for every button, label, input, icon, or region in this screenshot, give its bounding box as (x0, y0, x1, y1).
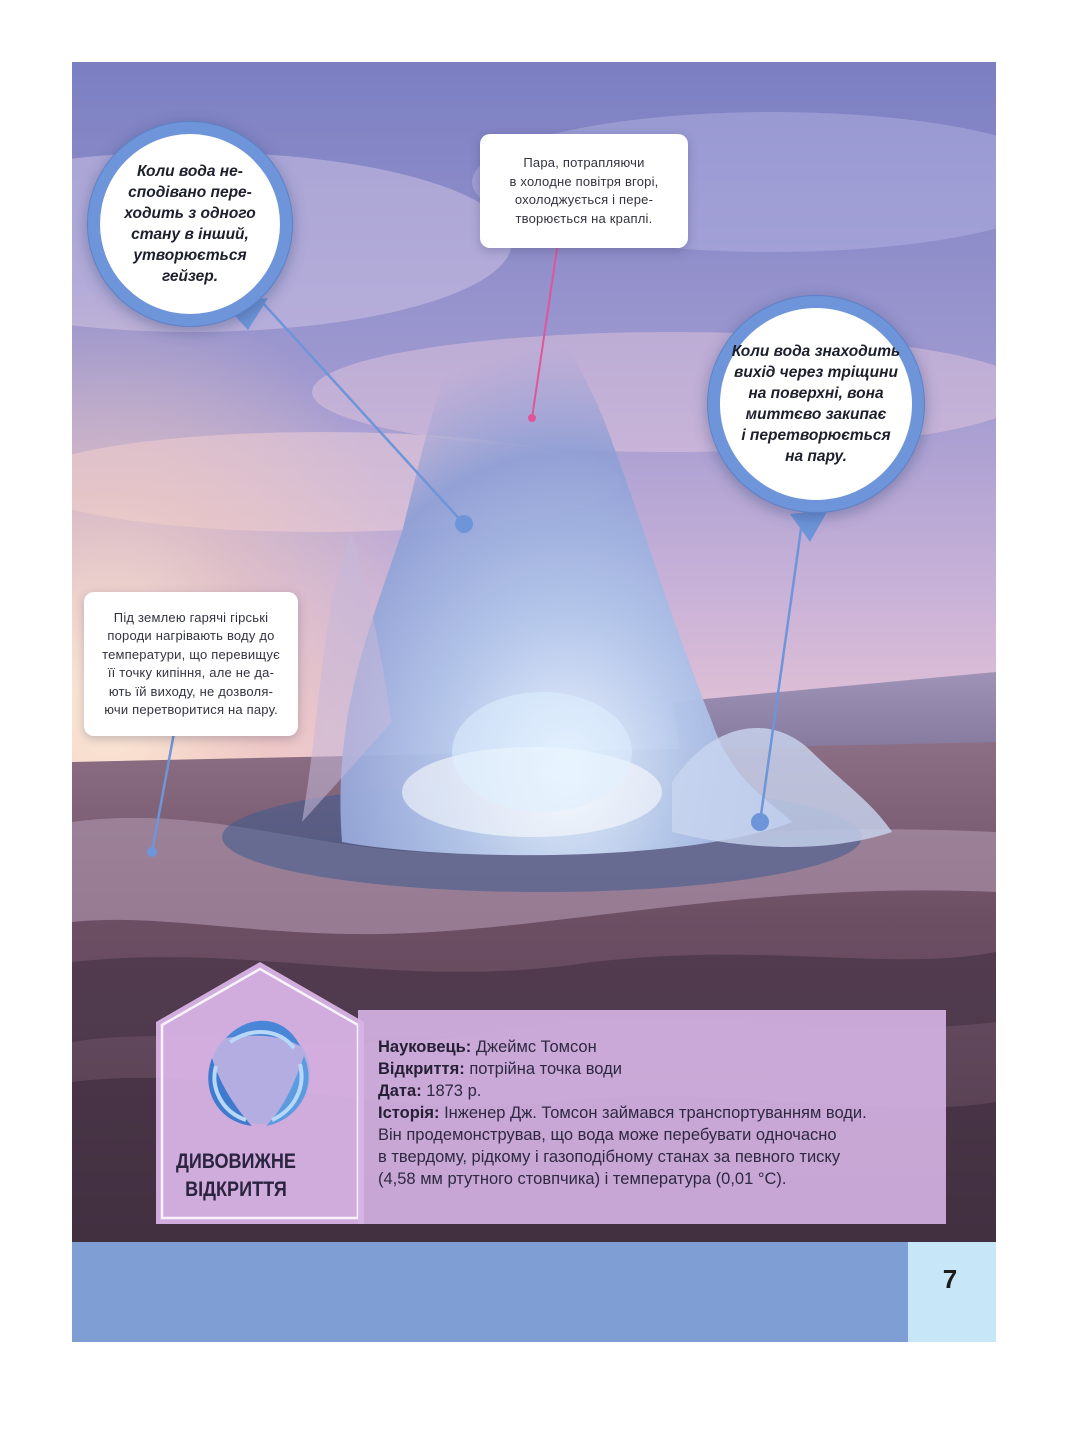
history-label: Історія: (378, 1104, 440, 1122)
callout-rocks-heat (84, 592, 298, 736)
pointer-boil (760, 522, 802, 822)
scientist-row (378, 1036, 938, 1058)
discovery-info-text (378, 1036, 938, 1190)
page-number: 7 (942, 1264, 958, 1294)
callout-steam-cools (480, 134, 688, 248)
pointer-dot-geyser (455, 515, 473, 533)
callout-water-boils (720, 308, 912, 500)
date-row (378, 1080, 938, 1102)
pointer-dot-steam (528, 414, 536, 422)
history-value: Інженер Дж. Томсон займався транспортуванням води. Він продемонстрував, що вода може перебувати одночасно в твердому, рідкому і газоподібному станах за певного тиску (4,58 мм ртутного стовпчика) і температура (0,01 °С). (378, 1104, 867, 1188)
discovery-badge-title: ДИВОВИЖНЕ ВІДКРИТТЯ (176, 1150, 296, 1201)
discovery-value: потрійна точка води (469, 1060, 622, 1078)
book-page (72, 62, 996, 1342)
callout-rocks-heat-text: Під землею гарячі гірські породи нагрівають воду до температури, що перевищує її точку кипіння, але не да- ють їй виходу, не дозволя- ючи перетворитися на пару. (102, 609, 280, 717)
footer-band (72, 1242, 996, 1342)
pointer-dot-boil (751, 813, 769, 831)
callout-geyser-forms (100, 134, 280, 314)
scientist-label: Науковець: (378, 1038, 472, 1056)
pointer-steam (532, 242, 558, 418)
pointer-dot-rocks (147, 847, 157, 857)
discovery-row (378, 1058, 938, 1080)
callout-steam-cools-text: Пара, потрапляючи в холодне повітря вгорі, охолоджується і пере- творюється на краплі. (509, 155, 659, 226)
callout-water-boils-text: Коли вода знаходить вихід через тріщини на поверхні, вона миттєво закипає і перетворюється на пару. (731, 343, 901, 465)
discovery-label: Відкриття: (378, 1060, 465, 1078)
history-row (378, 1102, 938, 1190)
page-number-box (908, 1242, 996, 1342)
date-label: Дата: (378, 1082, 422, 1100)
date-value: 1873 р. (426, 1082, 482, 1100)
pointer-rocks (152, 722, 176, 852)
pointer-geyser (262, 302, 464, 524)
discovery-info-panel (358, 1010, 946, 1224)
callout-geyser-forms-text: Коли вода не- сподівано пере- ходить з одного стану в інший, утворюється гейзер. (124, 163, 256, 285)
scientist-value: Джеймс Томсон (475, 1038, 597, 1056)
